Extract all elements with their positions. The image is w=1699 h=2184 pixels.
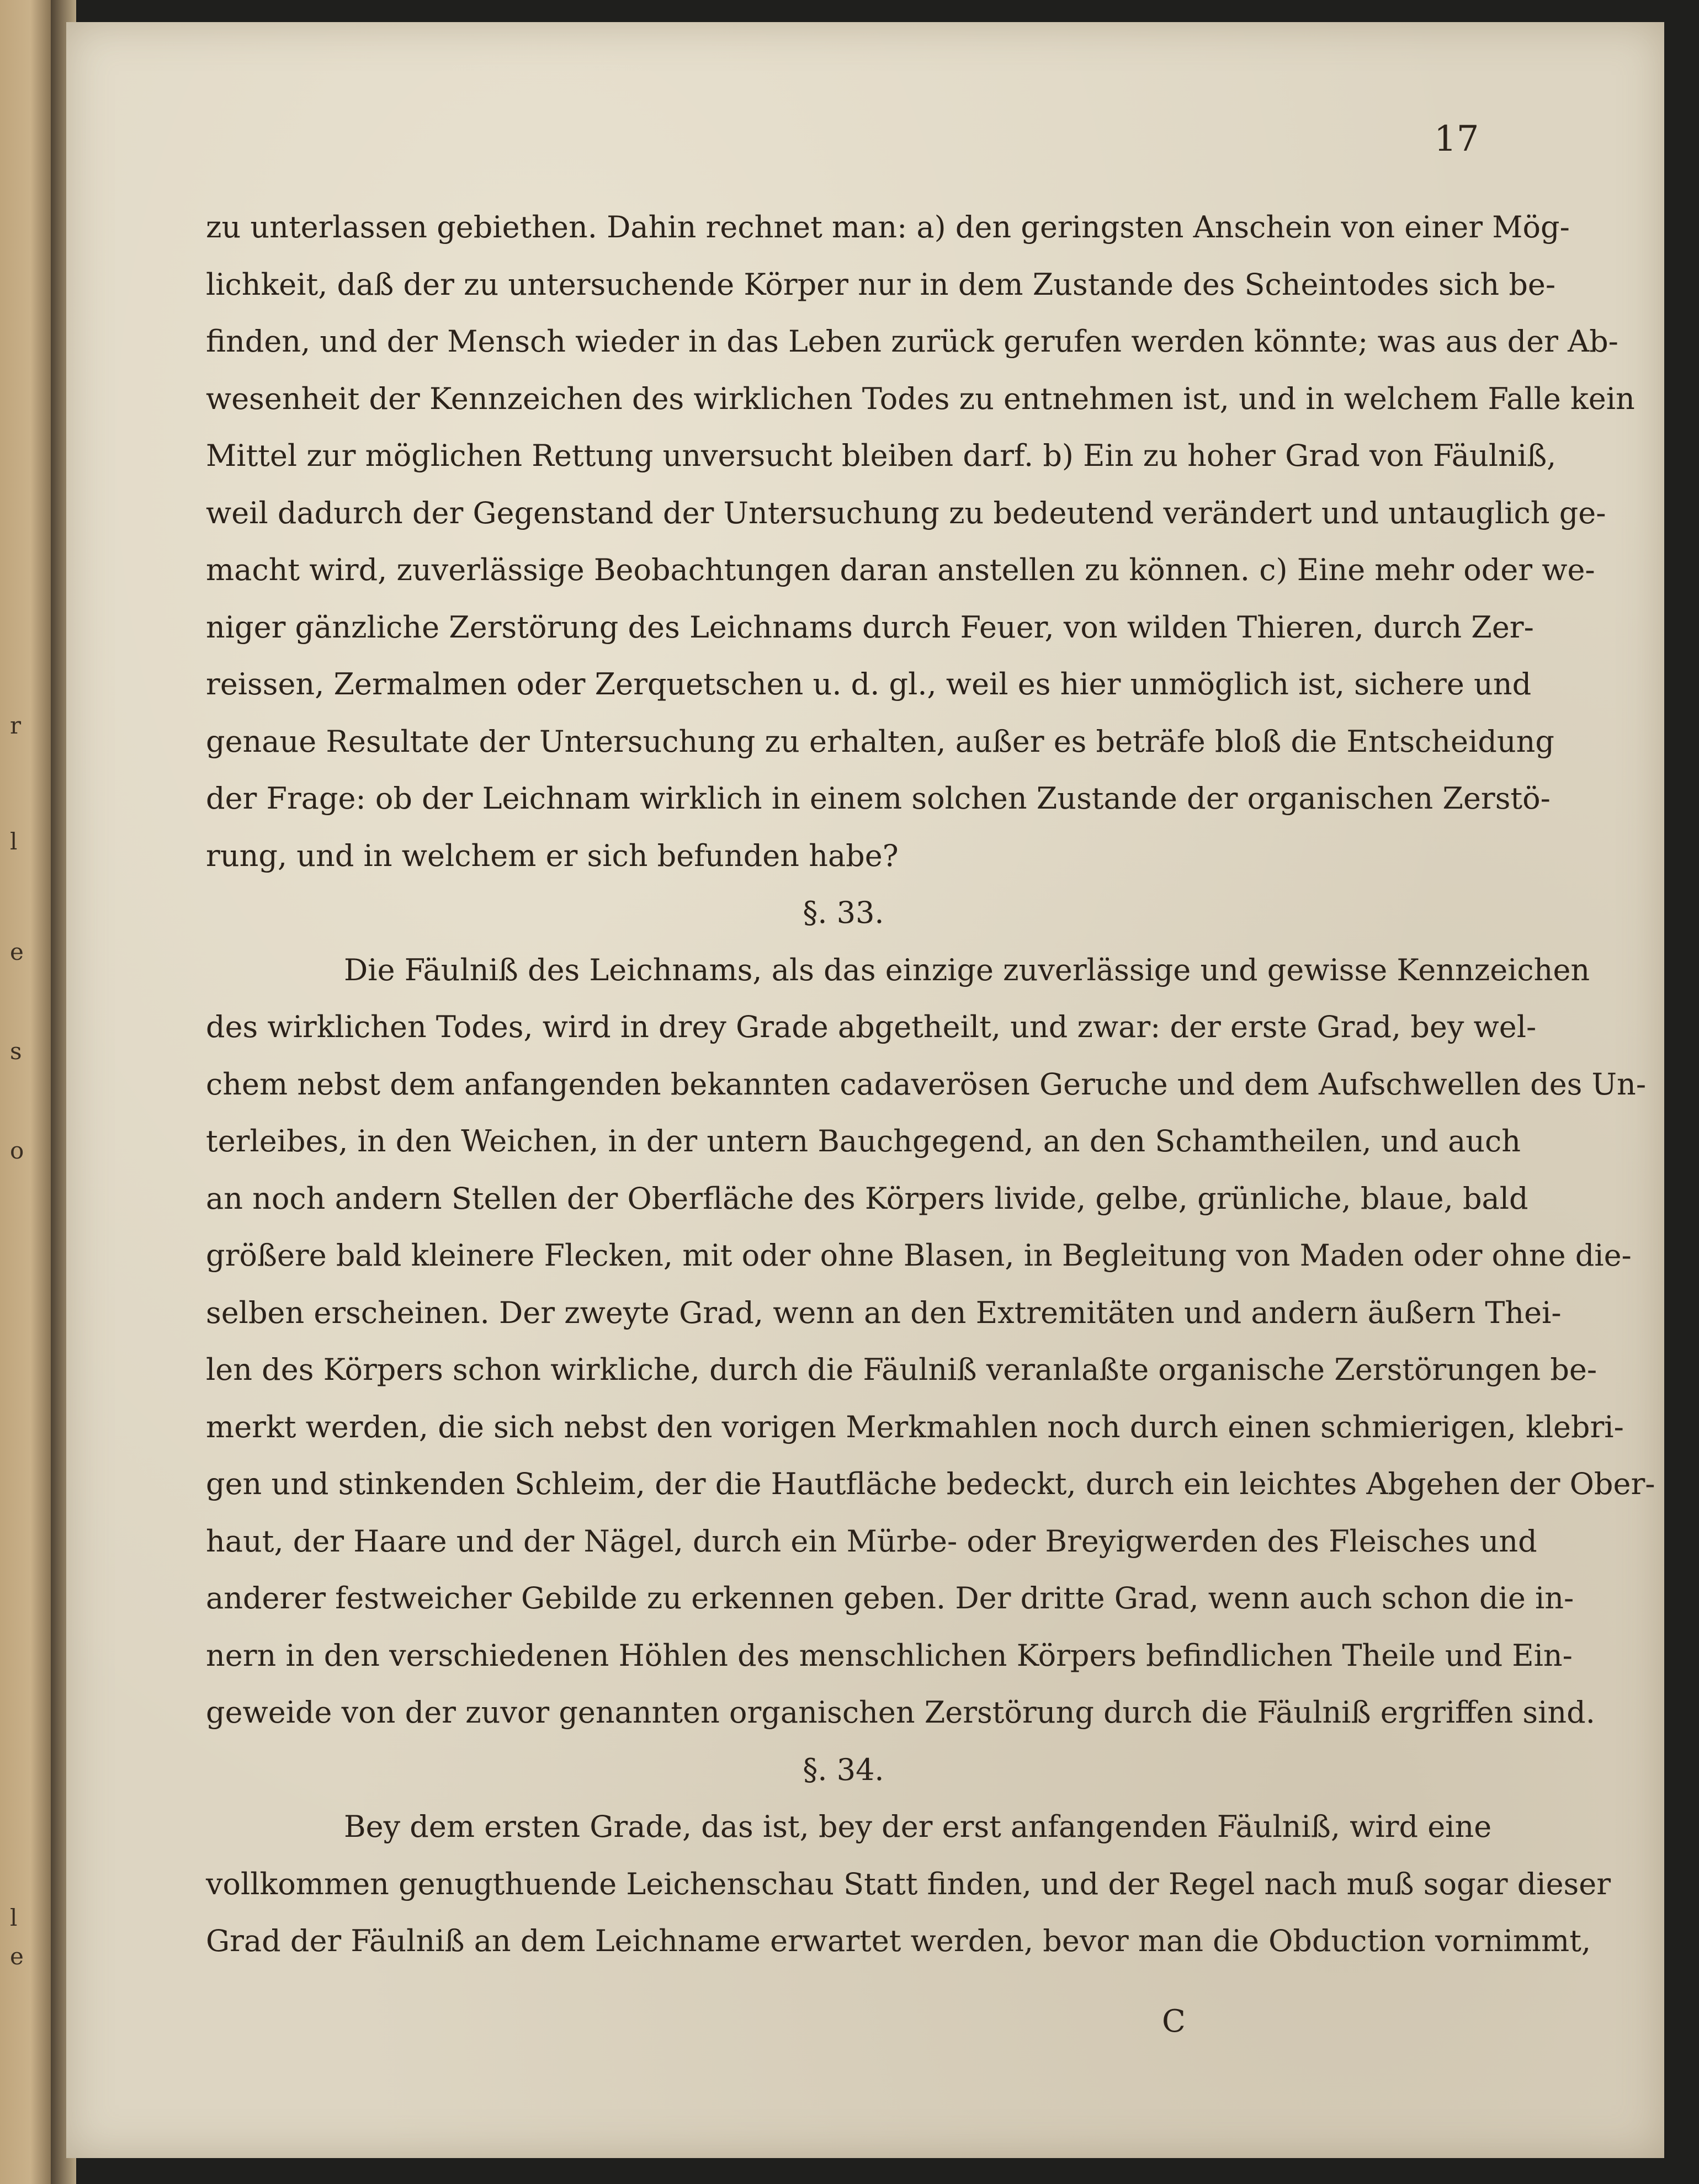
text-line: Grad der Fäulniß an dem Leichname erwartet werden, bevor man die Obduction vornimmt, xyxy=(206,1923,1591,1958)
text-line: merkt werden, die sich nebst den vorigen Merkmahlen noch durch einen schmierigen, klebri- xyxy=(206,1409,1624,1444)
prev-page-mark: e xyxy=(10,1943,24,1970)
page xyxy=(66,22,1664,2158)
text-line: lichkeit, daß der zu untersuchende Körper nur in dem Zustande des Scheintodes sich be- xyxy=(206,267,1556,302)
text-line: wesenheit der Kennzeichen des wirklichen Todes zu entnehmen ist, und in welchem Falle kein xyxy=(206,381,1635,416)
prev-page-mark: e xyxy=(10,938,24,965)
text-line: genaue Resultate der Untersuchung zu erhalten, außer es beträfe bloß die Entscheidung xyxy=(206,724,1554,759)
text-line: len des Körpers schon wirkliche, durch die Fäulniß veranlaßte organische Zerstörungen be- xyxy=(206,1352,1597,1387)
text-line: nern in den verschiedenen Höhlen des menschlichen Körpers befindlichen Theile und Ein- xyxy=(206,1638,1573,1673)
text-line: geweide von der zuvor genannten organischen Zerstörung durch die Fäulniß ergriffen sind. xyxy=(206,1695,1595,1730)
section-heading-33: §. 33. xyxy=(803,895,884,930)
text-line: terleibes, in den Weichen, in der untern Bauchgegend, an den Schamtheilen, und auch xyxy=(206,1124,1521,1159)
signature-mark: C xyxy=(1162,2004,1186,2039)
prev-page-mark: r xyxy=(10,712,22,739)
text-line: gen und stinkenden Schleim, der die Hautfläche bedeckt, durch ein leichtes Abgehen der Ober- xyxy=(206,1466,1655,1501)
text-line: weil dadurch der Gegenstand der Untersuchung zu bedeutend verändert und untauglich ge- xyxy=(206,495,1606,530)
previous-page-edge xyxy=(0,0,51,2184)
prev-page-mark: o xyxy=(10,1137,24,1164)
text-line: macht wird, zuverlässige Beobachtungen daran anstellen zu können. c) Eine mehr oder we- xyxy=(206,552,1595,587)
text-line: reissen, Zermalmen oder Zerquetschen u. d. gl., weil es hier unmöglich ist, sichere und xyxy=(206,667,1532,702)
text-line: vollkommen genugthuende Leichenschau Statt finden, und der Regel nach muß sogar dieser xyxy=(206,1866,1611,1901)
page-number: 17 xyxy=(1434,119,1479,160)
text-line: anderer festweicher Gebilde zu erkennen geben. Der dritte Grad, wenn auch schon die in- xyxy=(206,1581,1574,1616)
text-line: des wirklichen Todes, wird in drey Grade abgetheilt, und zwar: der erste Grad, bey wel- xyxy=(206,1009,1537,1044)
text-line: größere bald kleinere Flecken, mit oder ohne Blasen, in Begleitung von Maden oder ohne die- xyxy=(206,1238,1632,1273)
text-line: finden, und der Mensch wieder in das Leben zurück gerufen werden könnte; was aus der Ab- xyxy=(206,324,1618,359)
text-line: selben erscheinen. Der zweyte Grad, wenn an den Extremitäten und andern äußern Thei- xyxy=(206,1295,1562,1330)
prev-page-mark: l xyxy=(10,828,18,855)
text-line: niger gänzliche Zerstörung des Leichnams durch Feuer, von wilden Thieren, durch Zer- xyxy=(206,609,1534,645)
text-line: zu unterlassen gebiethen. Dahin rechnet man: a) den geringsten Anschein von einer Mög- xyxy=(206,210,1570,245)
section-heading-34: §. 34. xyxy=(803,1752,884,1787)
text-line: Die Fäulniß des Leichnams, als das einzige zuverlässige und gewisse Kennzeichen xyxy=(344,952,1590,987)
text-line: Mittel zur möglichen Rettung unversucht bleiben darf. b) Ein zu hoher Grad von Fäulniß, xyxy=(206,438,1557,473)
prev-page-mark: l xyxy=(10,1904,18,1931)
text-line: der Frage: ob der Leichnam wirklich in einem solchen Zustande der organischen Zerstö- xyxy=(206,781,1551,816)
text-line: Bey dem ersten Grade, das ist, bey der erst anfangenden Fäulniß, wird eine xyxy=(344,1809,1492,1844)
prev-page-mark: s xyxy=(10,1038,22,1065)
text-line: haut, der Haare und der Nägel, durch ein Mürbe- oder Breyigwerden des Fleisches und xyxy=(206,1523,1537,1559)
text-line: rung, und in welchem er sich befunden habe? xyxy=(206,838,899,873)
body-text xyxy=(206,199,1655,1970)
text-line: chem nebst dem anfangenden bekannten cadaverösen Geruche und dem Aufschwellen des Un- xyxy=(206,1066,1647,1102)
text-line: an noch andern Stellen der Oberfläche des Körpers livide, gelbe, grünliche, blaue, bald xyxy=(206,1181,1528,1216)
